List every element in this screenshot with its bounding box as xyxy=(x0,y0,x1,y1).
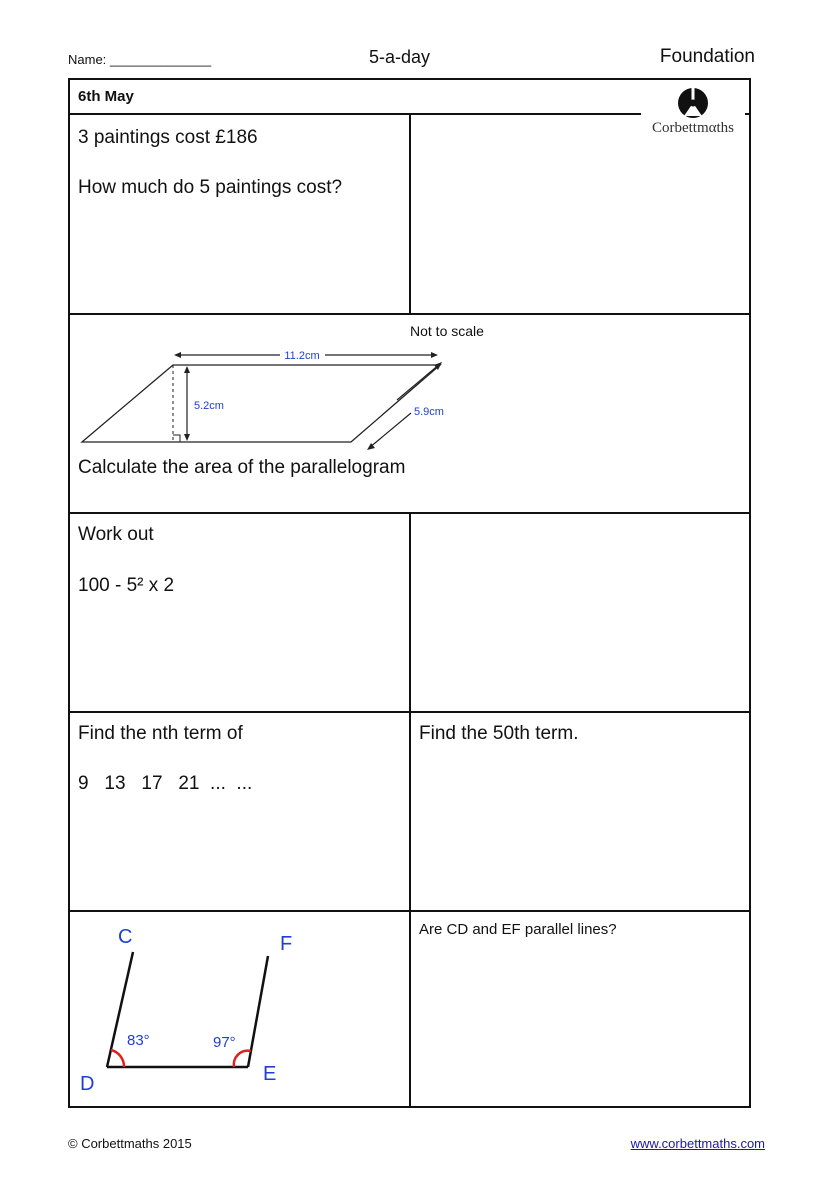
parallelogram-diagram xyxy=(70,315,749,465)
question-5-diagram-cell xyxy=(70,912,411,1106)
parallelogram-shape xyxy=(82,365,440,442)
right-angle-mark xyxy=(173,435,180,442)
question-5-prompt-cell xyxy=(411,912,749,1106)
angle-d-label: 83° xyxy=(127,1032,150,1049)
point-c-label: C xyxy=(118,926,133,948)
angle-d-arc xyxy=(111,1050,124,1067)
side-arrow-upper xyxy=(397,363,441,400)
question-4-line-1: Find the nth term of xyxy=(78,723,243,744)
question-4b-cell xyxy=(411,713,749,910)
height-arrow-head-bottom xyxy=(184,434,190,441)
side-arrow-lower xyxy=(369,413,411,448)
logo-wordmark: Corbettmαths xyxy=(651,120,735,136)
worksheet-frame xyxy=(68,78,751,1108)
question-1-cell xyxy=(70,115,411,313)
question-4-sequence: 9 13 17 21 ... ... xyxy=(78,773,253,794)
corbettmaths-logo xyxy=(641,82,745,142)
point-e-label: E xyxy=(263,1063,277,1085)
name-field-label: Name: ______________ xyxy=(68,52,212,67)
point-f-label: F xyxy=(280,933,293,955)
logo-emblem-icon xyxy=(675,86,711,120)
question-row-4 xyxy=(70,713,749,912)
not-to-scale-note: Not to scale xyxy=(410,323,484,339)
question-row-5 xyxy=(70,912,749,1106)
question-4-cell xyxy=(70,713,411,910)
worksheet-title: 5-a-day xyxy=(369,47,431,67)
question-row-2 xyxy=(70,315,749,514)
level-label: Foundation xyxy=(659,46,755,67)
question-3-expression: 100 - 5² x 2 xyxy=(78,575,175,596)
angle-e-label: 97° xyxy=(213,1034,236,1051)
copyright-notice: © Corbettmaths 2015 xyxy=(68,1136,192,1151)
height-arrow-head-top xyxy=(184,366,190,373)
parallel-lines-diagram xyxy=(70,912,409,1106)
base-length-label: 11.2cm xyxy=(284,350,320,362)
question-1-line-2: How much do 5 paintings cost? xyxy=(78,177,343,198)
question-3-cell xyxy=(70,514,411,711)
question-2-prompt: Calculate the area of the parallelogram xyxy=(78,457,406,478)
question-1-line-1: 3 paintings cost £186 xyxy=(78,127,258,148)
height-length-label: 5.2cm xyxy=(194,400,224,412)
question-row-1 xyxy=(70,115,749,315)
line-cd xyxy=(107,952,133,1067)
question-5-prompt: Are CD and EF parallel lines? xyxy=(419,921,617,938)
date-label: 6th May xyxy=(78,88,134,105)
answer-1-cell[interactable] xyxy=(411,115,749,313)
question-row-3 xyxy=(70,514,749,713)
answer-3-cell[interactable] xyxy=(411,514,749,711)
website-link[interactable]: www.corbettmaths.com xyxy=(630,1136,765,1151)
point-d-label: D xyxy=(80,1073,95,1095)
base-arrow-head-right xyxy=(431,352,438,358)
side-length-label: 5.9cm xyxy=(414,406,444,418)
question-3-line-1: Work out xyxy=(78,524,154,545)
question-4b-prompt: Find the 50th term. xyxy=(419,723,579,744)
base-arrow-head-left xyxy=(174,352,181,358)
